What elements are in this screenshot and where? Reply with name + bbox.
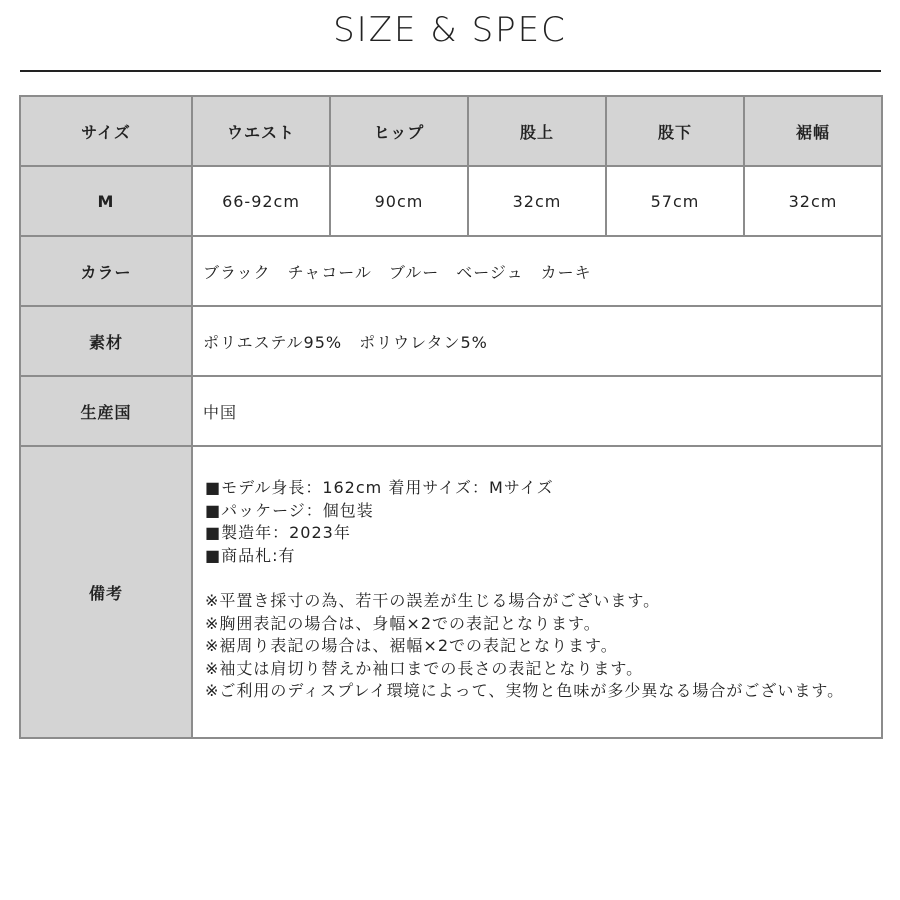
origin-value: 中国: [192, 376, 882, 446]
header-cell-hip: ヒップ: [330, 96, 468, 166]
header-cell-rise: 股上: [468, 96, 606, 166]
remarks-row: [20, 446, 882, 738]
remarks-note: ※裾周り表記の場合は、裾幅×2での表記となります。: [205, 636, 618, 655]
origin-row: [20, 376, 882, 446]
remarks-note: ※平置き採寸の為、若干の誤差が生じる場合がございます。: [205, 591, 661, 610]
remarks-line: ■製造年：2023年: [205, 523, 351, 542]
color-label: カラー: [20, 236, 192, 306]
remarks-line: ■モデル身長：162cm 着用サイズ：Mサイズ: [205, 478, 554, 497]
remarks-spacer: [205, 567, 881, 590]
size-cell: M: [20, 166, 192, 236]
color-value: ブラック チャコール ブルー ベージュ カーキ: [192, 236, 882, 306]
remarks-note: ※袖丈は肩切り替えか袖口までの長さの表記となります。: [205, 658, 644, 678]
page-title: SIZE & SPEC: [333, 10, 567, 50]
material-label: 素材: [20, 306, 192, 376]
remarks-content: [192, 446, 882, 738]
header-cell-inseam: 股下: [606, 96, 744, 166]
size-row: [20, 166, 882, 236]
inseam-value: 57cm: [606, 166, 744, 236]
origin-label: 生産国: [20, 376, 192, 446]
rise-value: 32cm: [468, 166, 606, 236]
header-cell-waist: ウエスト: [192, 96, 330, 166]
title-divider: [20, 70, 881, 72]
waist-value: 66-92cm: [192, 166, 330, 236]
remarks-label: 備考: [20, 446, 192, 738]
header-row: [20, 96, 882, 166]
header-cell-hem-width: 裾幅: [744, 96, 882, 166]
spec-table: [19, 95, 883, 739]
color-row: [20, 236, 882, 306]
material-row: [20, 306, 882, 376]
material-value: ポリエステル95% ポリウレタン5%: [192, 306, 882, 376]
hem-width-value: 32cm: [744, 166, 882, 236]
remarks-note: ※胸囲表記の場合は、身幅×2での表記となります。: [205, 613, 601, 633]
hip-value: 90cm: [330, 166, 468, 236]
header-cell-size: サイズ: [20, 96, 192, 166]
remarks-line: ■商品札:有: [205, 545, 296, 565]
remarks-line: ■パッケージ：個包装: [205, 500, 374, 520]
remarks-note: ※ご利用のディスプレイ環境によって、実物と色味が多少異なる場合がございます。: [205, 681, 845, 700]
